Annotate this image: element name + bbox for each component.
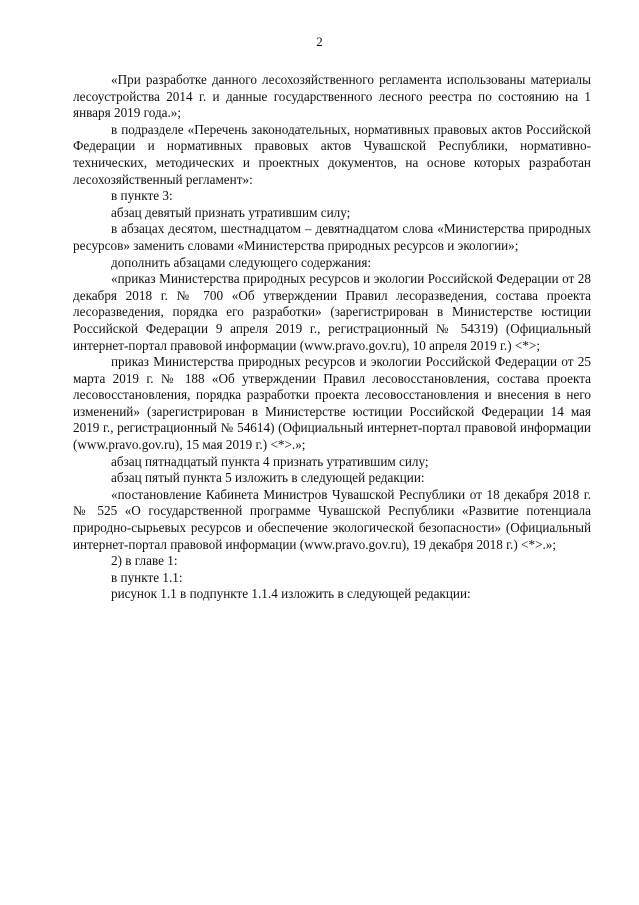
page-number: 2 (316, 34, 323, 49)
paragraph-subsection-list: в подразделе «Перечень законодательных, нормативных правовых актов Российской Федерации и нормативных правовых актов Чувашской Республики, нормативно-технических, методических и проектных документов, на основе которых разработан лесохозяйственный регламент»: (73, 121, 591, 187)
paragraph-ninth-repealed: абзац девятый признать утратившим силу; (111, 204, 351, 220)
paragraph-chapter-1: 2) в главе 1: (111, 553, 178, 569)
paragraph-resolution-525: «постановление Кабинета Министров Чувашской Республики от 18 декабря 2018 г. № 525 «О государственной программе Чувашской Республики «Развитие потенциала природно-сырьевых ресурсов и обеспечение экологической безопасности» (Официальный интернет-портал правовой информации (www.pravo.gov.ru), 19 декабря 2018 г.) <*>.»; (73, 486, 591, 552)
document-body (73, 72, 591, 603)
paragraph-add-content: дополнить абзацами следующего содержания: (111, 254, 372, 270)
paragraph-order-188: приказ Министерства природных ресурсов и экологии Российской Федерации от 25 марта 2019 г. № 188 «Об утверждении Правил лесовосстановления, состава проекта лесовосстановления, порядка разработки проекта лесовосстановления и внесения в него изменений» (зарегистрирован в Министерстве юстиции Российской Федерации 14 мая 2019 г., регистрационный № 54614) (Официальный интернет-портал правовой информации (www.pravo.gov.ru), 15 мая 2019 г.) <*>.»; (73, 354, 591, 453)
paragraph-item-3: в пункте 3: (111, 188, 173, 204)
paragraph-figure-1-1: рисунок 1.1 в подпункте 1.1.4 изложить в следующей редакции: (111, 586, 471, 602)
paragraph-order-700: «приказ Министерства природных ресурсов и экологии Российской Федерации от 28 декабря 2018 г. № 700 «Об утверждении Правил лесоразведения, состава проекта лесоразведения, порядка его разработки» (зарегистрирован в Министерстве юстиции Российской Федерации 9 апреля 2019 г., регистрационный № 54319) (Официальный интернет-портал правовой информации (www.pravo.gov.ru), 10 апреля 2019 г.) <*>; (73, 271, 591, 353)
paragraph-replace-words: в абзацах десятом, шестнадцатом – девятнадцатом слова «Министерства природных ресурсов» заменить словами «Министерства природных ресурсов и экологии»; (73, 221, 591, 253)
paragraph-fifteenth-repealed: абзац пятнадцатый пункта 4 признать утратившим силу; (111, 453, 429, 469)
paragraph-regulation-materials: «При разработке данного лесохозяйственного регламента использованы материалы лесоустройства 2014 г. и данные государственного лесного реестра по состоянию на 1 января 2019 года.»; (73, 72, 591, 121)
paragraph-item-5-wording: абзац пятый пункта 5 изложить в следующей редакции: (111, 470, 425, 486)
paragraph-item-1-1: в пункте 1.1: (111, 569, 183, 585)
